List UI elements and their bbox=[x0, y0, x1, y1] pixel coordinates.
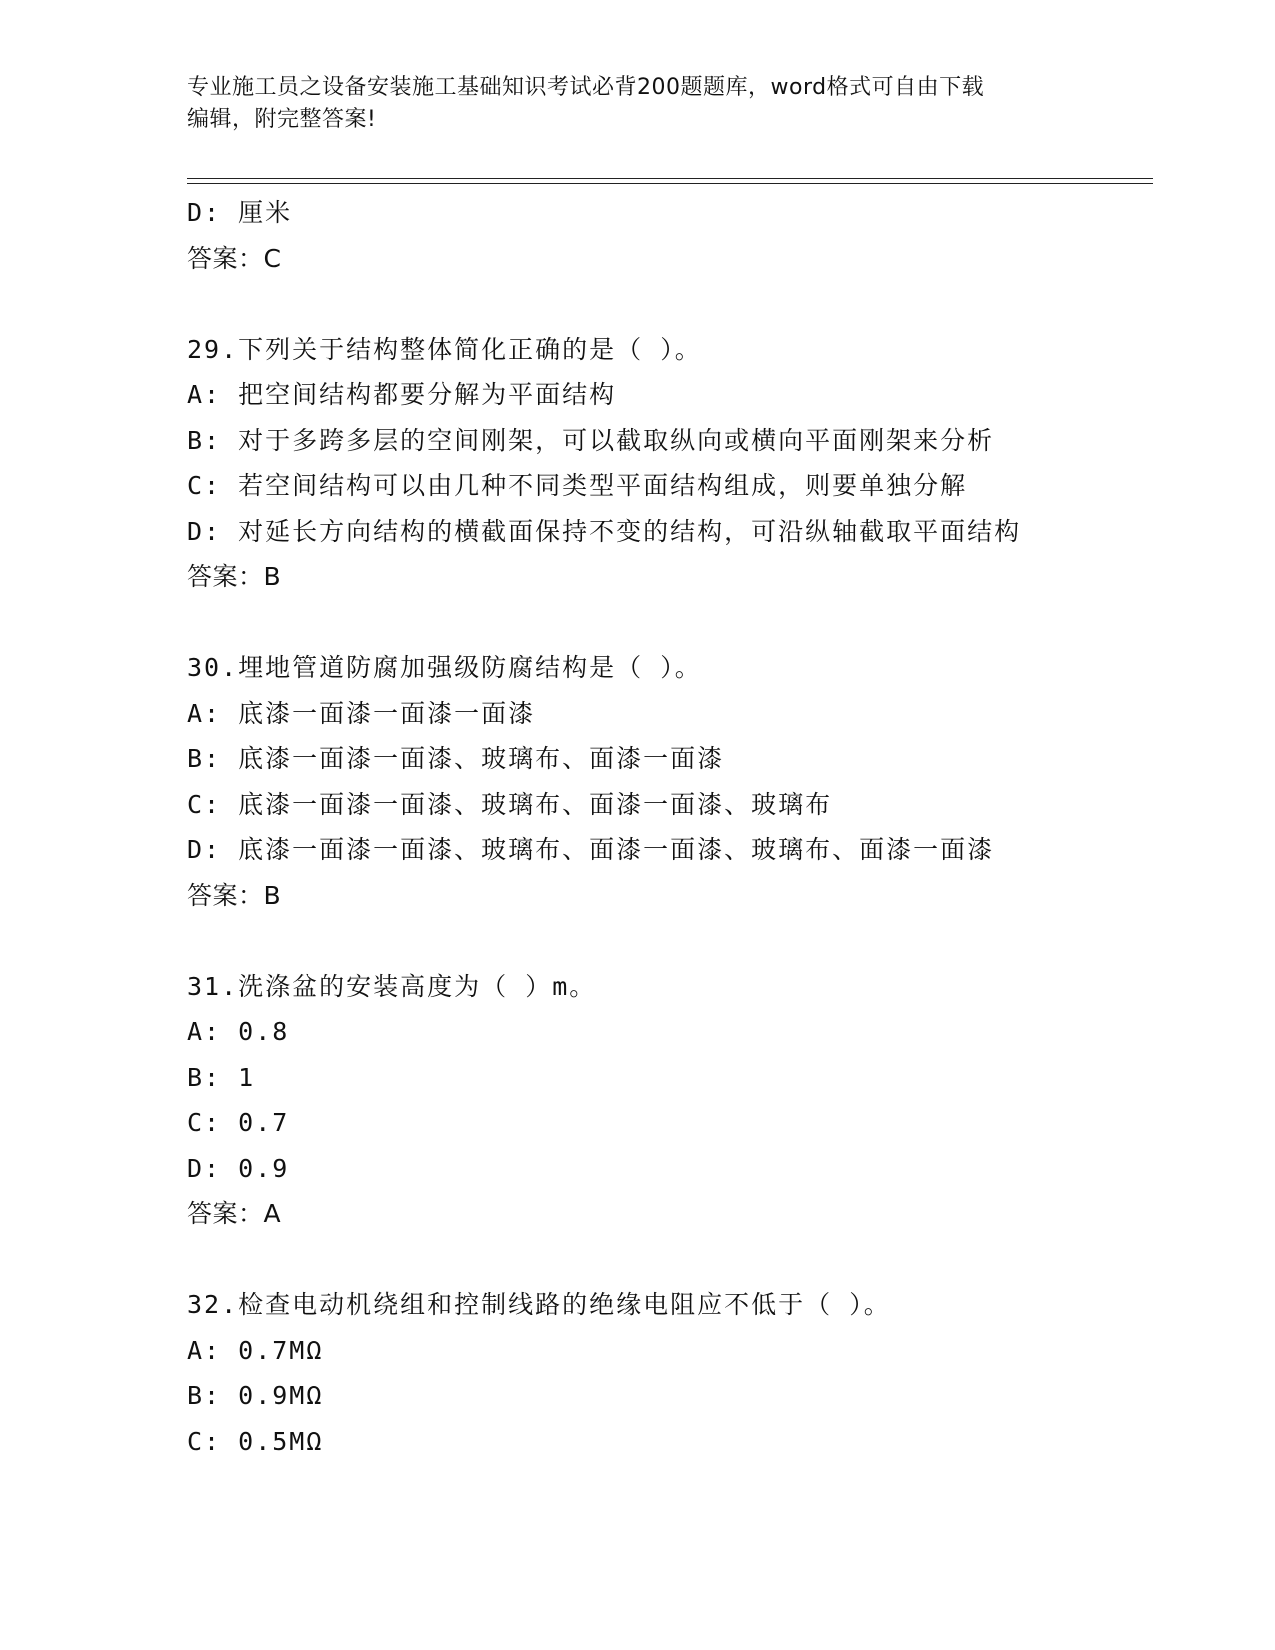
option-d: D: 厘米 bbox=[187, 198, 293, 227]
option-a: A: 0.7MΩ bbox=[187, 1335, 324, 1365]
spacer bbox=[187, 600, 1147, 646]
header-divider-top bbox=[187, 178, 1153, 179]
option-a: A: 把空间结构都要分解为平面结构 bbox=[187, 380, 617, 409]
question-29: 29.下列关于结构整体简化正确的是（ ）。 bbox=[187, 334, 702, 364]
spacer bbox=[187, 1237, 1147, 1283]
answer-line: 答案：A bbox=[187, 1199, 282, 1228]
answer-line: 答案：C bbox=[187, 243, 282, 273]
option-b: B: 1 bbox=[187, 1062, 256, 1092]
header-line-1: 专业施工员之设备安装施工基础知识考试必背200题题库，word格式可自由下载 bbox=[187, 75, 985, 100]
option-b: B: 底漆一面漆一面漆、玻璃布、面漆一面漆 bbox=[187, 744, 725, 773]
answer-line: 答案：B bbox=[187, 880, 282, 910]
option-d: D: 底漆一面漆一面漆、玻璃布、面漆一面漆、玻璃布、面漆一面漆 bbox=[187, 835, 995, 864]
question-content bbox=[187, 190, 1147, 1464]
header-divider-bottom bbox=[187, 183, 1153, 184]
spacer bbox=[187, 281, 1147, 327]
spacer bbox=[187, 918, 1147, 964]
document-header bbox=[187, 72, 1087, 136]
option-d: D: 对延长方向结构的横截面保持不变的结构，可沿纵轴截取平面结构 bbox=[187, 516, 1022, 546]
answer-line: 答案：B bbox=[187, 562, 282, 591]
option-b: B: 对于多跨多层的空间刚架，可以截取纵向或横向平面刚架来分析 bbox=[187, 425, 995, 455]
option-c: C: 底漆一面漆一面漆、玻璃布、面漆一面漆、玻璃布 bbox=[187, 789, 833, 819]
option-b: B: 0.9MΩ bbox=[187, 1381, 324, 1410]
question-30: 30.埋地管道防腐加强级防腐结构是（ ）。 bbox=[187, 653, 702, 682]
option-c: C: 0.5MΩ bbox=[187, 1426, 324, 1456]
option-c: C: 0.7 bbox=[187, 1108, 290, 1137]
header-line-2: 编辑，附完整答案! bbox=[187, 107, 377, 132]
option-d: D: 0.9 bbox=[187, 1153, 290, 1183]
option-a: A: 0.8 bbox=[187, 1017, 290, 1046]
option-c: C: 若空间结构可以由几种不同类型平面结构组成，则要单独分解 bbox=[187, 471, 968, 500]
question-32: 32.检查电动机绕组和控制线路的绝缘电阻应不低于（ ）。 bbox=[187, 1290, 891, 1319]
question-31: 31.洗涤盆的安装高度为（ ）m。 bbox=[187, 971, 597, 1001]
option-a: A: 底漆一面漆一面漆一面漆 bbox=[187, 698, 536, 728]
